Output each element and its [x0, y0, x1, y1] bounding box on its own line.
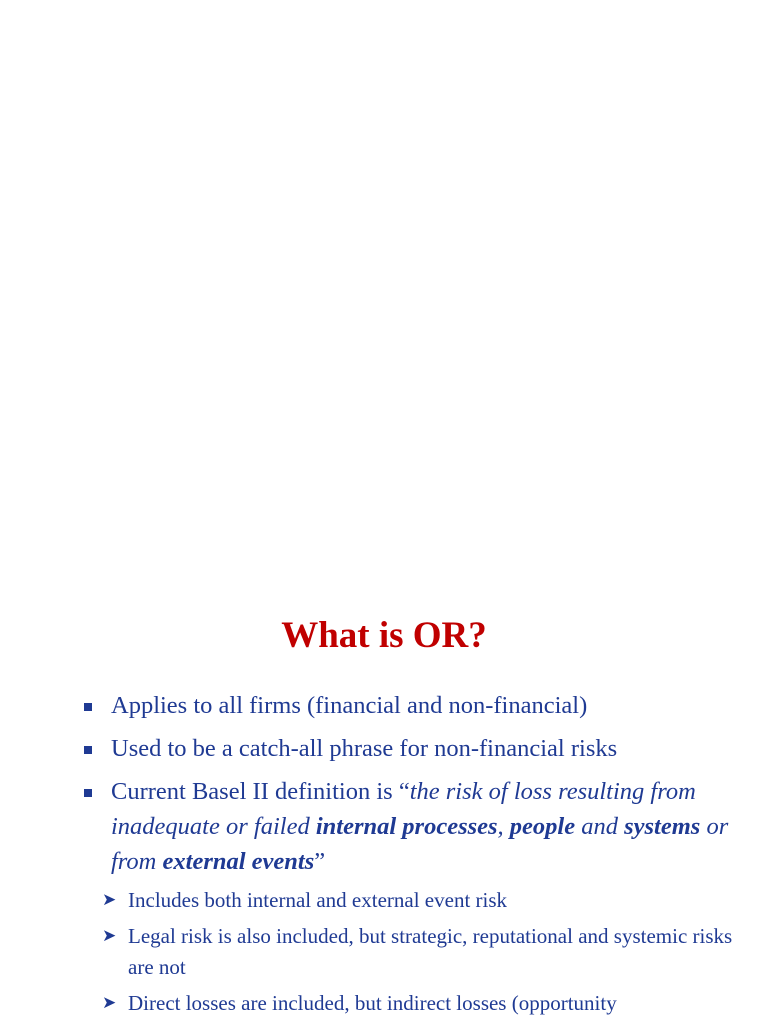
subbullet-text: Direct losses are included, but indirect losses (opportunity	[128, 991, 617, 1015]
definition-intro: Current Basel II definition is “	[111, 778, 410, 805]
definition-text-part1: the risk of loss resulting from inadequate or failed	[111, 778, 696, 840]
slide-title: What is OR?	[281, 615, 487, 656]
square-bullet-icon	[84, 789, 92, 797]
bullet-list	[82, 688, 742, 1027]
bullet-item-definition	[82, 774, 742, 1019]
subbullet-list	[94, 885, 742, 1019]
definition-term-external-events: external events	[162, 848, 315, 875]
bullet-item	[82, 731, 742, 766]
bullet-text: Used to be a catch-all phrase for non-financial risks	[111, 735, 618, 762]
subbullet-text: Legal risk is also included, but strategic, reputational and systemic risks are not	[128, 924, 733, 979]
bullet-text: Applies to all firms (financial and non-financial)	[111, 692, 588, 719]
subbullet-text: Includes both internal and external event risk	[128, 888, 508, 912]
arrow-bullet-icon: ➤	[102, 993, 117, 1013]
square-bullet-icon	[84, 703, 92, 711]
definition-comma: ,	[497, 813, 510, 840]
bullet-item	[82, 688, 742, 723]
definition-term-systems: systems	[624, 813, 701, 840]
definition-text-part3: or from	[111, 813, 729, 875]
definition-term-internal-processes: internal processes	[315, 813, 498, 840]
arrow-bullet-icon: ➤	[102, 890, 117, 910]
subbullet-item	[94, 885, 742, 916]
arrow-bullet-icon: ➤	[102, 926, 117, 946]
subbullet-item	[94, 988, 742, 1019]
definition-text-part2: and	[575, 813, 625, 840]
subbullet-item	[94, 921, 742, 983]
definition-close-quote: ”	[314, 848, 326, 875]
definition-term-people: people	[509, 813, 576, 840]
square-bullet-icon	[84, 746, 92, 754]
